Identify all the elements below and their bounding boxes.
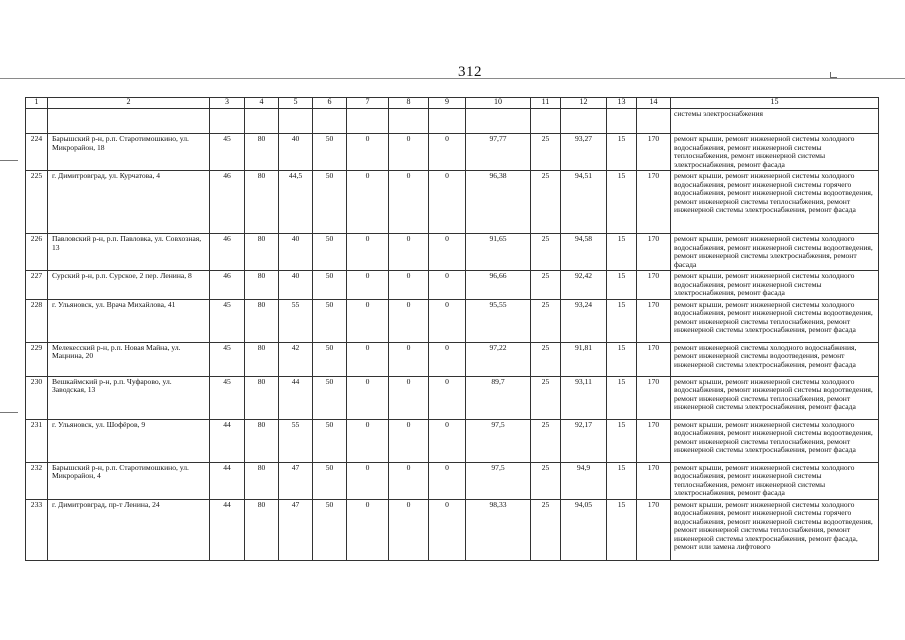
value-cell: 92,42 — [561, 271, 607, 300]
value-cell: 25 — [531, 376, 561, 419]
value-cell: 98,33 — [466, 499, 531, 560]
pencil-tick-mark — [830, 72, 837, 78]
repair-works-cell: ремонт крыши, ремонт инженерной системы холодного водоснабжения, ремонт инженерной системы водоотведения, ремонт инженерной системы теплоснабжения, ремонт инженерной системы электроснабжения, ремонт фасада — [671, 299, 879, 342]
value-cell: 0 — [429, 171, 466, 234]
address-cell: Барышский р-н, р.п. Старотимошкино, ул. Микрорайон, 18 — [48, 134, 210, 171]
value-cell: 0 — [389, 299, 429, 342]
value-cell: 0 — [389, 499, 429, 560]
address-cell: г. Ульяновск, ул. Врача Михайлова, 41 — [48, 299, 210, 342]
value-cell: 0 — [389, 462, 429, 499]
column-header: 11 — [531, 98, 561, 109]
repair-works-cell: ремонт крыши, ремонт инженерной системы холодного водоснабжения, ремонт инженерной системы водоотведения, ремонт инженерной системы электроснабжения, ремонт фасада — [671, 234, 879, 271]
value-cell: 50 — [313, 234, 347, 271]
address-cell: Павловский р-н, р.п. Павловка, ул. Совхозная, 13 — [48, 234, 210, 271]
row-number: 230 — [26, 376, 48, 419]
repair-works-cell: ремонт крыши, ремонт инженерной системы холодного водоснабжения, ремонт инженерной системы электроснабжения, ремонт фасада — [671, 271, 879, 300]
value-cell: 47 — [279, 499, 313, 560]
value-cell: 15 — [607, 134, 637, 171]
value-cell: 45 — [210, 299, 245, 342]
value-cell: 44 — [210, 462, 245, 499]
value-cell: 0 — [347, 342, 389, 376]
value-cell: 170 — [637, 342, 671, 376]
value-cell: 25 — [531, 342, 561, 376]
page-number: 312 — [458, 64, 482, 80]
address-cell: г. Димитровград, ул. Курчатова, 4 — [48, 171, 210, 234]
column-header: 12 — [561, 98, 607, 109]
value-cell: 95,55 — [466, 299, 531, 342]
table-row — [26, 234, 879, 271]
value-cell: 170 — [637, 134, 671, 171]
value-cell: 25 — [531, 234, 561, 271]
value-cell: 0 — [429, 499, 466, 560]
value-cell: 0 — [389, 419, 429, 462]
continuation-row — [26, 109, 879, 134]
value-cell: 25 — [531, 499, 561, 560]
column-number-header — [26, 98, 879, 109]
column-header: 5 — [279, 98, 313, 109]
table-row — [26, 462, 879, 499]
column-header: 7 — [347, 98, 389, 109]
value-cell: 25 — [531, 171, 561, 234]
value-cell: 91,65 — [466, 234, 531, 271]
address-cell: г. Димитровград, пр-т Ленина, 24 — [48, 499, 210, 560]
value-cell: 25 — [531, 134, 561, 171]
value-cell: 80 — [245, 462, 279, 499]
column-header: 10 — [466, 98, 531, 109]
value-cell: 50 — [313, 271, 347, 300]
value-cell: 0 — [347, 299, 389, 342]
value-cell: 0 — [347, 234, 389, 271]
column-header: 8 — [389, 98, 429, 109]
value-cell: 40 — [279, 134, 313, 171]
value-cell: 50 — [313, 419, 347, 462]
value-cell: 50 — [313, 376, 347, 419]
column-header: 2 — [48, 98, 210, 109]
value-cell: 46 — [210, 171, 245, 234]
address-cell: Мелекесский р-н, р.п. Новая Майна, ул. Мацнина, 20 — [48, 342, 210, 376]
column-header: 14 — [637, 98, 671, 109]
value-cell: 44 — [210, 499, 245, 560]
value-cell: 15 — [607, 462, 637, 499]
value-cell: 89,7 — [466, 376, 531, 419]
scan-edge-mark — [0, 160, 18, 161]
value-cell: 93,27 — [561, 134, 607, 171]
row-number: 225 — [26, 171, 48, 234]
value-cell: 0 — [389, 376, 429, 419]
table-row — [26, 134, 879, 171]
table-row — [26, 299, 879, 342]
row-number: 229 — [26, 342, 48, 376]
value-cell: 25 — [531, 299, 561, 342]
value-cell: 96,38 — [466, 171, 531, 234]
value-cell: 44,5 — [279, 171, 313, 234]
value-cell: 50 — [313, 299, 347, 342]
value-cell: 40 — [279, 234, 313, 271]
value-cell: 97,5 — [466, 462, 531, 499]
repair-works-cell: ремонт крыши, ремонт инженерной системы холодного водоснабжения, ремонт инженерной системы водоотведения, ремонт инженерной системы теплоснабжения, ремонт инженерной системы электроснабжения, ремонт фасада — [671, 419, 879, 462]
value-cell: 25 — [531, 462, 561, 499]
value-cell: 80 — [245, 134, 279, 171]
value-cell: 170 — [637, 419, 671, 462]
value-cell: 94,58 — [561, 234, 607, 271]
column-header: 15 — [671, 98, 879, 109]
row-number: 227 — [26, 271, 48, 300]
value-cell: 0 — [347, 419, 389, 462]
value-cell: 170 — [637, 499, 671, 560]
value-cell: 45 — [210, 134, 245, 171]
value-cell: 47 — [279, 462, 313, 499]
table-row — [26, 271, 879, 300]
column-header: 13 — [607, 98, 637, 109]
value-cell: 80 — [245, 271, 279, 300]
row-number: 231 — [26, 419, 48, 462]
column-header: 1 — [26, 98, 48, 109]
row-number: 226 — [26, 234, 48, 271]
value-cell: 97,5 — [466, 419, 531, 462]
value-cell: 80 — [245, 342, 279, 376]
value-cell: 80 — [245, 171, 279, 234]
value-cell: 0 — [429, 271, 466, 300]
value-cell: 94,51 — [561, 171, 607, 234]
row-number: 232 — [26, 462, 48, 499]
value-cell: 0 — [429, 134, 466, 171]
row-number: 224 — [26, 134, 48, 171]
repair-works-cell: ремонт крыши, ремонт инженерной системы холодного водоснабжения, ремонт инженерной системы теплоснабжения, ремонт инженерной системы электроснабжения, ремонт фасада — [671, 134, 879, 171]
value-cell: 170 — [637, 234, 671, 271]
value-cell: 0 — [429, 342, 466, 376]
value-cell: 55 — [279, 299, 313, 342]
value-cell: 15 — [607, 171, 637, 234]
value-cell: 80 — [245, 499, 279, 560]
column-header: 3 — [210, 98, 245, 109]
column-header: 4 — [245, 98, 279, 109]
continuation-text: системы электроснабжения — [671, 109, 879, 134]
value-cell: 0 — [347, 462, 389, 499]
value-cell: 15 — [607, 234, 637, 271]
value-cell: 0 — [347, 271, 389, 300]
value-cell: 94,05 — [561, 499, 607, 560]
value-cell: 80 — [245, 419, 279, 462]
value-cell: 93,24 — [561, 299, 607, 342]
value-cell: 0 — [389, 342, 429, 376]
value-cell: 50 — [313, 499, 347, 560]
address-cell: Барышский р-н, р.п. Старотимошкино, ул. Микрорайон, 4 — [48, 462, 210, 499]
value-cell: 92,17 — [561, 419, 607, 462]
value-cell: 97,22 — [466, 342, 531, 376]
value-cell: 42 — [279, 342, 313, 376]
value-cell: 15 — [607, 342, 637, 376]
repair-register-table — [25, 97, 879, 561]
address-cell: г. Ульяновск, ул. Шофёров, 9 — [48, 419, 210, 462]
value-cell: 0 — [429, 376, 466, 419]
value-cell: 50 — [313, 462, 347, 499]
column-header: 9 — [429, 98, 466, 109]
repair-works-cell: ремонт крыши, ремонт инженерной системы холодного водоснабжения, ремонт инженерной системы теплоснабжения, ремонт инженерной системы электроснабжения, ремонт фасада — [671, 462, 879, 499]
value-cell: 45 — [210, 342, 245, 376]
value-cell: 0 — [347, 376, 389, 419]
value-cell: 40 — [279, 271, 313, 300]
value-cell: 170 — [637, 462, 671, 499]
value-cell: 80 — [245, 234, 279, 271]
value-cell: 0 — [429, 462, 466, 499]
value-cell: 93,11 — [561, 376, 607, 419]
value-cell: 94,9 — [561, 462, 607, 499]
value-cell: 0 — [429, 234, 466, 271]
value-cell: 97,77 — [466, 134, 531, 171]
value-cell: 0 — [347, 499, 389, 560]
value-cell: 0 — [347, 134, 389, 171]
table-row — [26, 376, 879, 419]
value-cell: 44 — [279, 376, 313, 419]
value-cell: 170 — [637, 376, 671, 419]
repair-works-cell: ремонт крыши, ремонт инженерной системы холодного водоснабжения, ремонт инженерной системы горячего водоснабжения, ремонт инженерной системы водоотведения, ремонт инженерной системы теплоснабжения, ремонт инженерной системы электроснабжения, ремонт фасада, ремонт или замена лифтового — [671, 499, 879, 560]
value-cell: 80 — [245, 299, 279, 342]
value-cell: 0 — [429, 419, 466, 462]
table-row — [26, 419, 879, 462]
value-cell: 50 — [313, 342, 347, 376]
value-cell: 91,81 — [561, 342, 607, 376]
value-cell: 15 — [607, 271, 637, 300]
address-cell: Вешкаймский р-н, р.п. Чуфарово, ул. Заводская, 13 — [48, 376, 210, 419]
value-cell: 25 — [531, 271, 561, 300]
value-cell: 15 — [607, 299, 637, 342]
value-cell: 25 — [531, 419, 561, 462]
repair-works-cell: ремонт крыши, ремонт инженерной системы холодного водоснабжения, ремонт инженерной системы горячего водоснабжения, ремонт инженерной системы водоотведения, ремонт инженерной системы теплоснабжения, ремонт инженерной системы электроснабжения, ремонт фасада — [671, 171, 879, 234]
value-cell: 50 — [313, 171, 347, 234]
value-cell: 46 — [210, 271, 245, 300]
value-cell: 0 — [389, 134, 429, 171]
value-cell: 46 — [210, 234, 245, 271]
column-header: 6 — [313, 98, 347, 109]
value-cell: 15 — [607, 419, 637, 462]
table-row — [26, 342, 879, 376]
value-cell: 0 — [347, 171, 389, 234]
repair-works-cell: ремонт крыши, ремонт инженерной системы холодного водоснабжения, ремонт инженерной системы водоотведения, ремонт инженерной системы теплоснабжения, ремонт инженерной системы электроснабжения, ремонт фасада — [671, 376, 879, 419]
value-cell: 96,66 — [466, 271, 531, 300]
row-number: 233 — [26, 499, 48, 560]
value-cell: 44 — [210, 419, 245, 462]
value-cell: 0 — [429, 299, 466, 342]
table-row — [26, 499, 879, 560]
value-cell: 0 — [389, 271, 429, 300]
value-cell: 15 — [607, 499, 637, 560]
value-cell: 50 — [313, 134, 347, 171]
value-cell: 0 — [389, 171, 429, 234]
value-cell: 170 — [637, 171, 671, 234]
value-cell: 170 — [637, 299, 671, 342]
value-cell: 55 — [279, 419, 313, 462]
value-cell: 45 — [210, 376, 245, 419]
scan-edge-mark — [0, 412, 18, 413]
value-cell: 15 — [607, 376, 637, 419]
address-cell: Сурский р-н, р.п. Сурское, 2 пер. Ленина, 8 — [48, 271, 210, 300]
value-cell: 0 — [389, 234, 429, 271]
value-cell: 80 — [245, 376, 279, 419]
repair-works-cell: ремонт инженерной системы холодного водоснабжения, ремонт инженерной системы водоотведения, ремонт инженерной системы электроснабжения, ремонт фасада — [671, 342, 879, 376]
table-row — [26, 171, 879, 234]
row-number: 228 — [26, 299, 48, 342]
value-cell: 170 — [637, 271, 671, 300]
